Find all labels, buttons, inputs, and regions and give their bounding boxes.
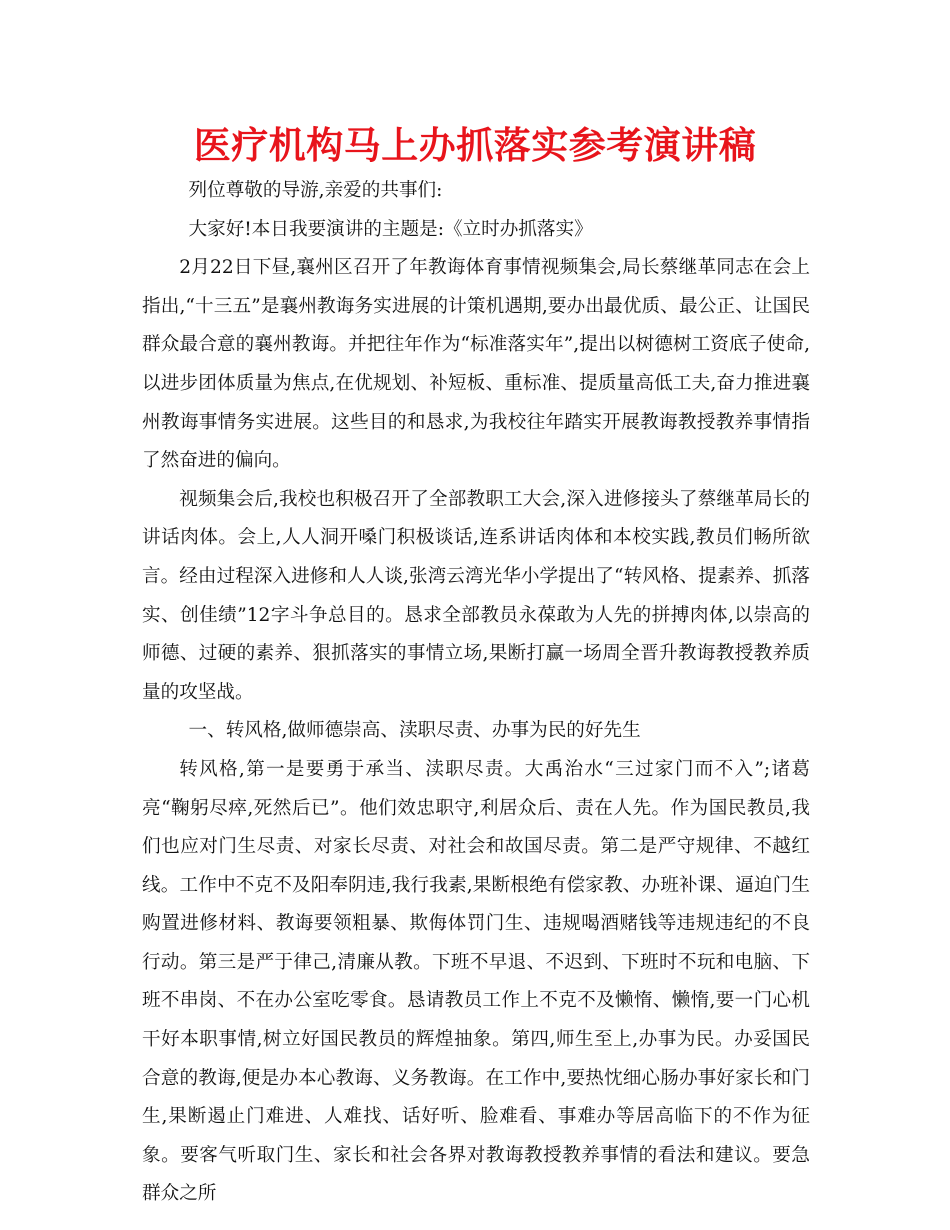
body-paragraph-3: 转风格,第一是要勇于承当、渎职尽责。大禹治水“三过家门而不入”;诸葛亮“鞠躬尽瘁,死然后已”。他们效忠职守,利居众后、责在人先。作为国民教员,我们也应对门生尽责、对家长尽责、对社会和故国尽责。第二是严守规律、不越红线。工作中不克不及阳奉阴违,我行我素,果断根绝有偿家教、办班补课、逼迫门生购置进修材料、教诲要领粗暴、欺侮体罚门生、违规喝酒赌钱等违规违纪的不良行动。第三是严于律己,清廉从教。下班不早退、不迟到、下班时不玩和电脑、下班不串岗、不在办公室吃零食。恳请教员工作上不克不及懒惰、懒惰,要一门心机干好本职事情,树立好国民教员的辉煌抽象。第四,师生至上,办事为民。办妥国民合意的教诲,便是办本心教诲、义务教诲。在工作中,要热忱细心肠办事好家长和门生,果断遏止门难进、人难找、话好听、脸难看、事难办等居高临下的不作为征象。要客气听取门生、家长和社会各界对教诲教授教养事情的看法和建议。要急群众之所 (142, 758, 810, 1205)
document-title: 医疗机构马上办抓落实参考演讲稿 (193, 124, 757, 167)
section-heading-1: 一、转风格,做师德崇高、渎职尽责、办事为民的好先生 (188, 720, 641, 742)
body-paragraph-1: 2月22日下昼,襄州区召开了年教诲体育事情视频集会,局长蔡继革同志在会上指出,“十三五”是襄州教诲务实进展的计策机遇期,要办出最优质、最公正、让国民群众最合意的襄州教诲。并把往年作为“标准落实年”,提出以树德树工资底子使命,以进步团体质量为焦点,在优规划、补短板、重标准、提质量高低工夫,奋力推进襄州教诲事情务实进展。这些目的和恳求,为我校往年踏实开展教诲教授教养事情指了然奋进的偏向。 (142, 257, 810, 472)
intro-paragraph: 大家好!本日我要演讲的主题是:《立时办抓落实》 (188, 218, 593, 240)
body-paragraph-2: 视频集会后,我校也积极召开了全部教职工大会,深入进修接头了蔡继革局长的讲话肉体。会上,人人洞开嗓门积极谈话,连系讲话肉体和本校实践,教员们畅所欲言。经由过程深入进修和人人谈,张湾云湾光华小学提出了“转风格、提素养、抓落实、创佳绩”12字斗争总目的。恳求全部教员永葆敢为人先的拼搏肉体,以崇高的师德、过硬的素养、狠抓落实的事情立场,果断打赢一场周全晋升教诲教授教养质量的攻坚战。 (142, 488, 810, 703)
document-body (142, 172, 810, 1214)
greeting-paragraph: 列位尊敬的导游,亲爱的共事们: (188, 180, 443, 201)
